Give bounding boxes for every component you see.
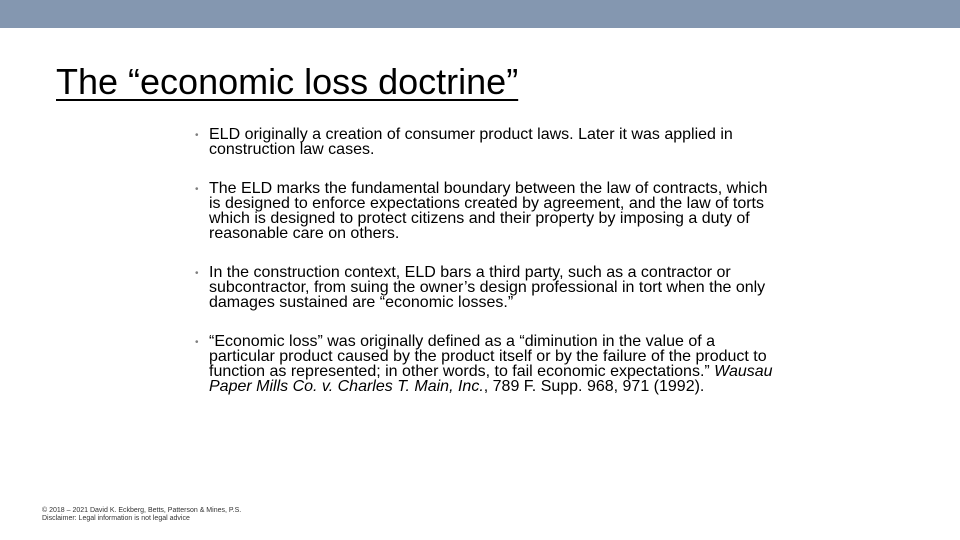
bullet-item xyxy=(195,181,775,241)
bullet-marker: • xyxy=(195,268,199,279)
top-header-band xyxy=(0,0,960,28)
footer-legal-notice: Disclaimer: Legal information is not legal advice xyxy=(42,515,190,522)
bullet-item xyxy=(195,127,775,157)
bullet-text: In the construction context, ELD bars a third party, such as a contractor or subcontractor, from suing the owner’s design professional in tort when the only damages sustained are “economic losses.” xyxy=(209,264,766,311)
bullet-item xyxy=(195,334,775,394)
case-name: Wausau Paper Mills Co. v. Charles T. Main, Inc. xyxy=(209,363,773,395)
bullet-item xyxy=(195,265,775,310)
bullet-marker: • xyxy=(195,130,199,141)
bullet-list xyxy=(195,127,775,418)
bullet-text: The ELD marks the fundamental boundary between the law of contracts, which is designed to enforce expectations created by agreement, and the law of torts which is designed to protect citizens and their property by imposing a duty of reasonable care on others. xyxy=(209,180,768,242)
bullet-text: ELD originally a creation of consumer product laws. Later it was applied in construction law cases. xyxy=(209,126,733,158)
bullet-marker: • xyxy=(195,337,199,348)
slide-title: The “economic loss doctrine” xyxy=(56,61,519,102)
footer-disclaimer xyxy=(42,507,241,523)
case-citation: , 789 F. Supp. 968, 971 (1992). xyxy=(483,378,705,395)
footer-copyright: © 2018 – 2021 David K. Eckberg, Betts, Patterson & Mines, P.S. xyxy=(42,507,242,514)
bullet-marker: • xyxy=(195,184,199,195)
bullet-text-definition: “Economic loss” was originally defined as a “diminution in the value of a particular product caused by the product itself or by the failure of the product to function as represented; in other words, to fail economic expectations.” xyxy=(209,333,767,380)
